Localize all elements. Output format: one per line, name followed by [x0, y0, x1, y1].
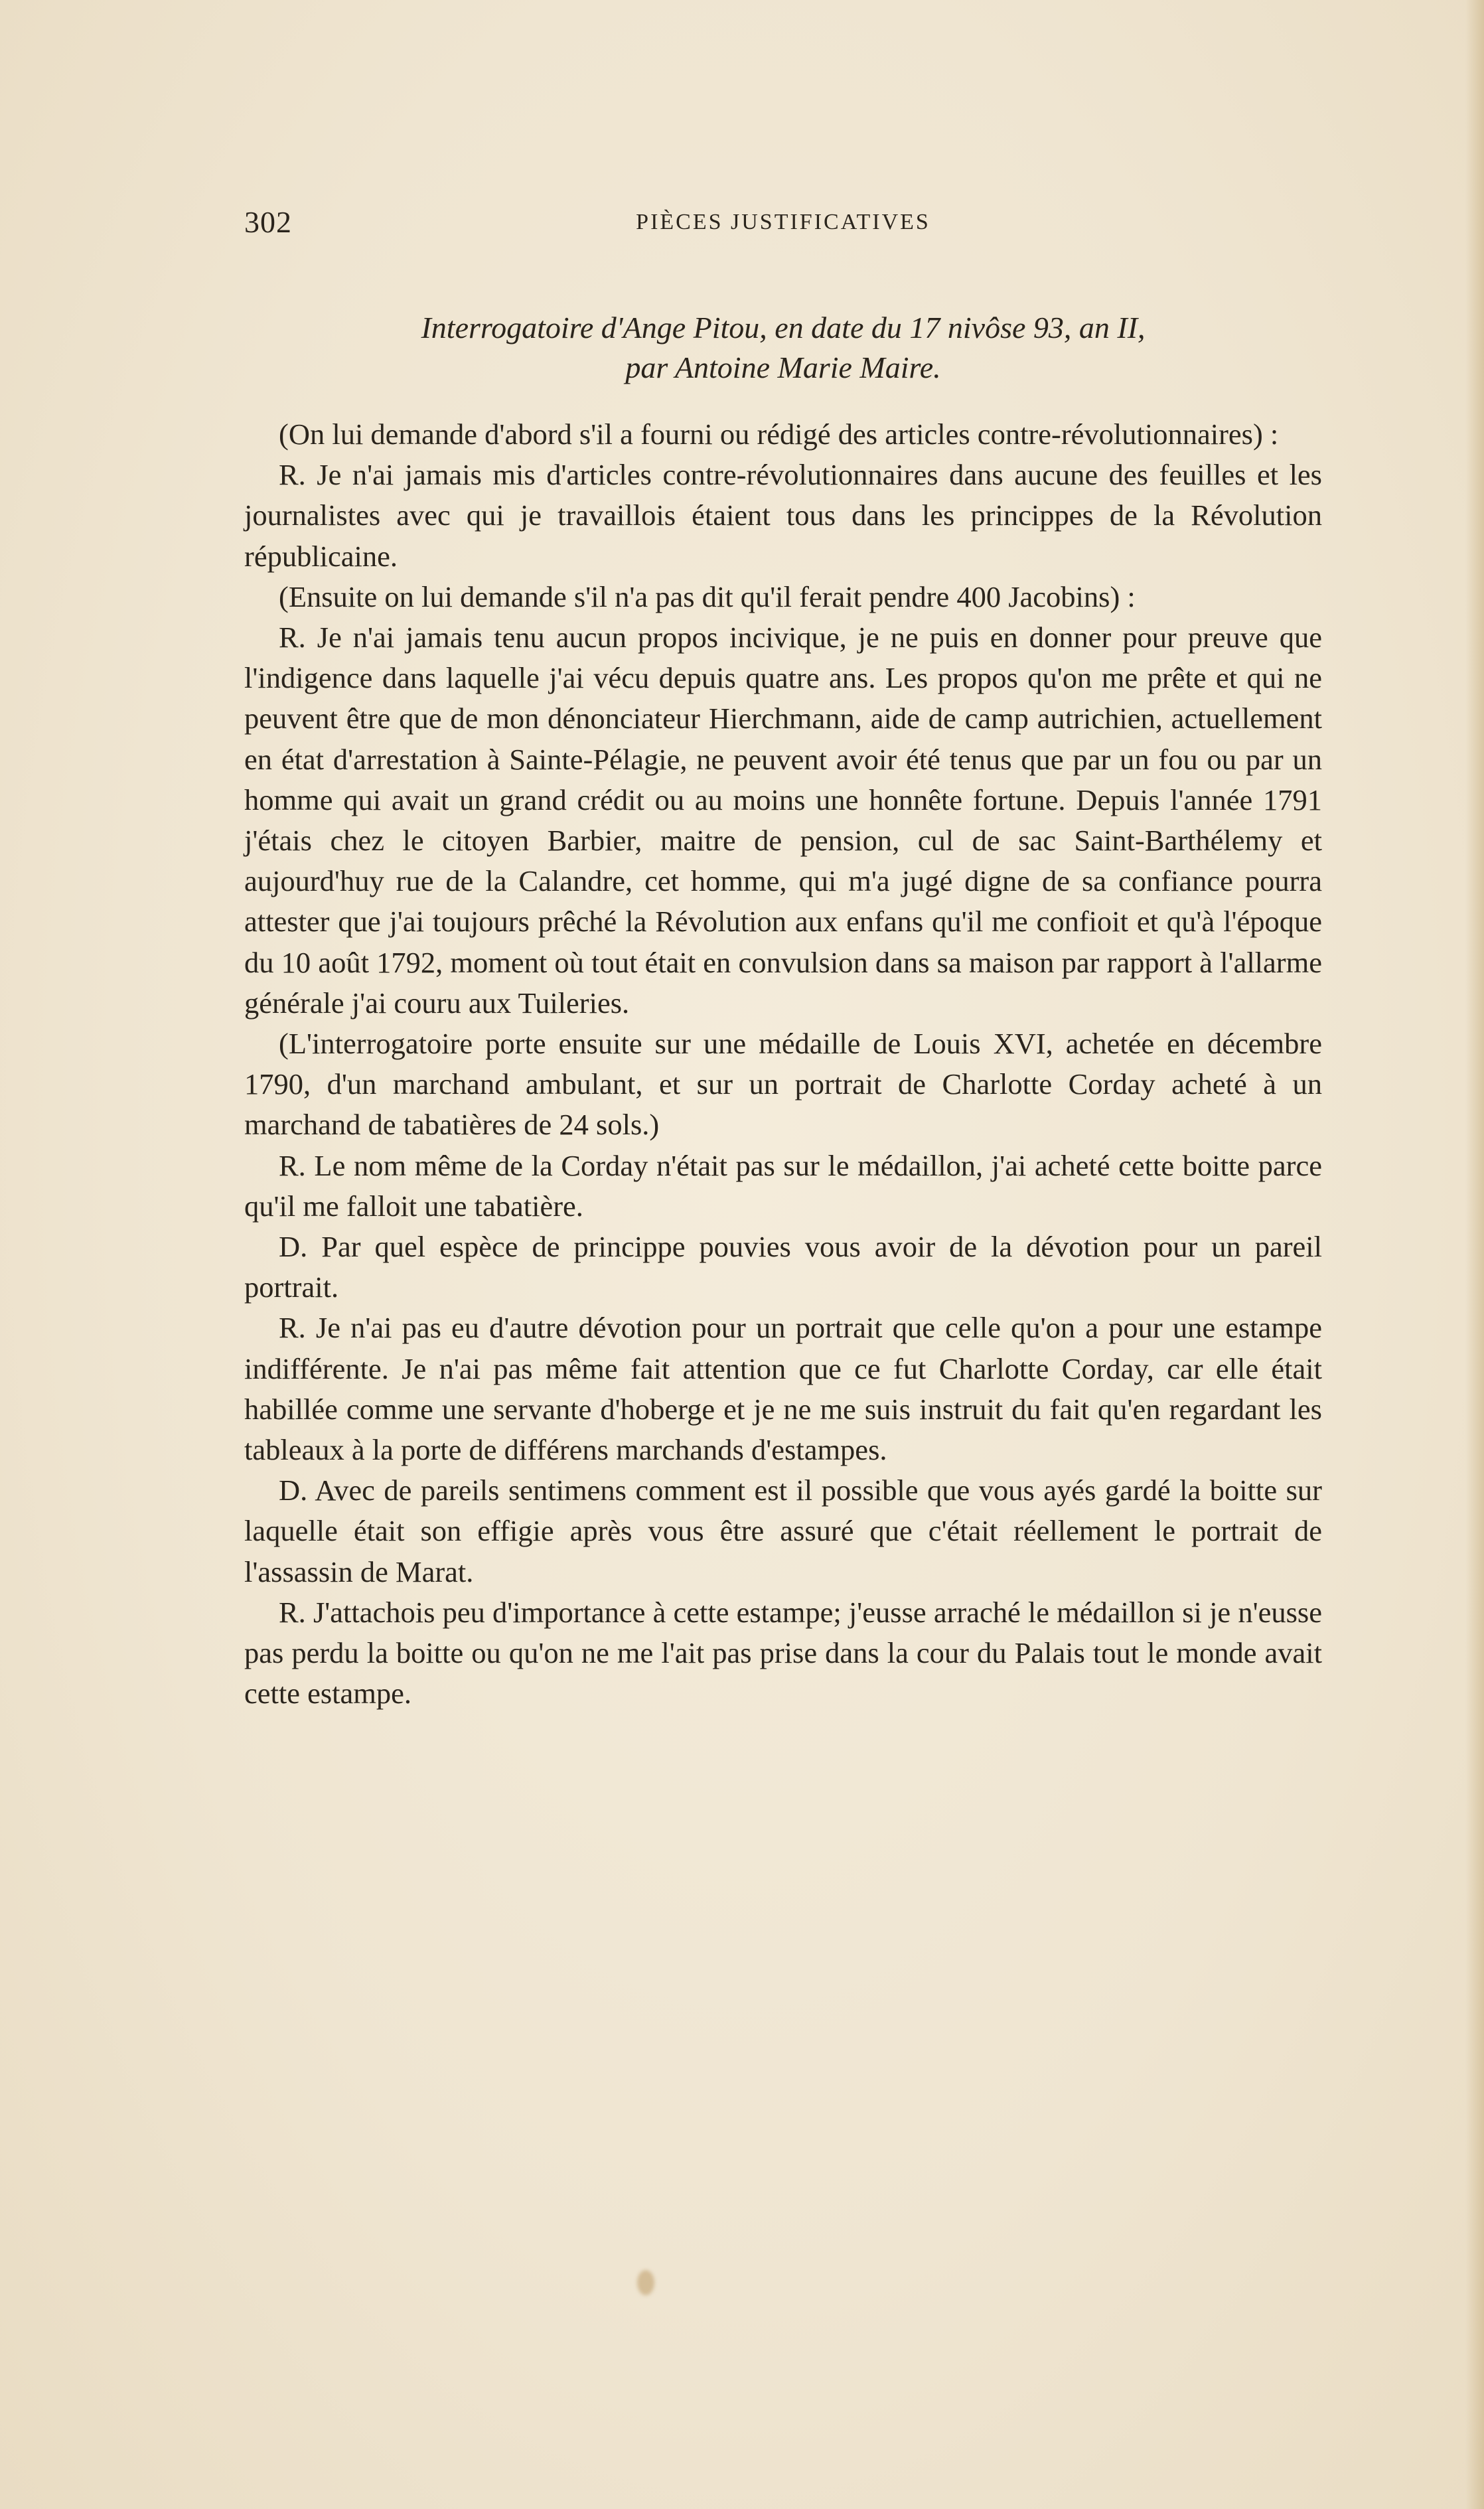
page-edge-shadow	[1465, 0, 1484, 2509]
paragraph-question: D. Par quel espèce de princippe pouvies vous avoir de la dévotion pour un pareil portrait.	[244, 1230, 1322, 1304]
document-title-line-2: par Antoine Marie Maire.	[625, 350, 941, 384]
running-head	[244, 199, 1322, 239]
document-title	[244, 308, 1322, 388]
paragraph-response: R. Je n'ai jamais tenu aucun propos incivique, je ne puis en donner pour preuve que l'indigence dans laquelle j'ai vécu depuis quatre ans. Les propos qu'on me prête et qui ne peuvent être que de mon dénonciateur Hierchmann, aide de camp autrichien, actuellement en état d'arrestation à Sainte-Pélagie, ne peuvent avoir été tenus que par un fou ou par un homme qui avait un grand crédit ou au moins une honnête fortune. Depuis l'année 1791 j'étais chez le citoyen Barbier, maitre de pension, cul de sac Saint-Barthélemy et aujourd'huy rue de la Calandre, cet homme, qui m'a jugé digne de sa confiance pourra attester que j'ai toujours prêché la Révolution aux enfans qu'il me confioit et qu'à l'époque du 10 août 1792, moment où tout était en convulsion dans sa maison par rapport à l'allarme générale j'ai couru aux Tuileries.	[244, 621, 1322, 1020]
page-number: 302	[244, 205, 292, 239]
body-text	[244, 414, 1322, 1714]
paragraph-response: R. Le nom même de la Corday n'était pas sur le médaillon, j'ai acheté cette boitte parce qu'il me falloit une tabatière.	[244, 1148, 1322, 1223]
paragraph-question-intro: (Ensuite on lui demande s'il n'a pas dit qu'il ferait pendre 400 Jacobins) :	[279, 579, 1136, 613]
document-title-line-1: Interrogatoire d'Ange Pitou, en date du 17 nivôse 93, an II,	[421, 311, 1146, 344]
paragraph-response: R. J'attachois peu d'importance à cette estampe; j'eusse arraché le médaillon si je n'eusse pas perdu la boitte ou qu'on ne me l'ait pas prise dans la cour du Palais tout le monde avait cette estampe.	[244, 1595, 1322, 1711]
paragraph-question: D. Avec de pareils sentimens comment est il possible que vous ayés gardé la boitte sur laquelle était son effigie après vous être assuré que c'était réellement le portrait de l'assassin de Marat.	[244, 1474, 1322, 1588]
paragraph-question-intro: (On lui demande d'abord s'il a fourni ou rédigé des articles contre-révolutionnaires) :	[279, 418, 1279, 451]
paper-stain	[637, 2270, 654, 2295]
paragraph-editorial-note: (L'interrogatoire porte ensuite sur une médaille de Louis XVI, achetée en décembre 1790, d'un marchand ambulant, et sur un portrait de Charlotte Corday acheté à un marchand de tabatières de 24 sols.)	[244, 1027, 1322, 1142]
paragraph-response: R. Je n'ai jamais mis d'articles contre-révolutionnaires dans aucune des feuilles et les journalistes avec qui je travaillois étaient tous dans les princippes de la Révolution républicaine.	[244, 458, 1322, 573]
running-head-title: PIÈCES JUSTIFICATIVES	[636, 210, 930, 234]
paragraph-response: R. Je n'ai pas eu d'autre dévotion pour un portrait que celle qu'on a pour une estampe indifférente. Je n'ai pas même fait attention que ce fut Charlotte Corday, car elle était habillée comme une servante d'hoberge et je ne me suis instruit du fait qu'en regardant les tableaux à la porte de différens marchands d'estampes.	[244, 1311, 1322, 1467]
